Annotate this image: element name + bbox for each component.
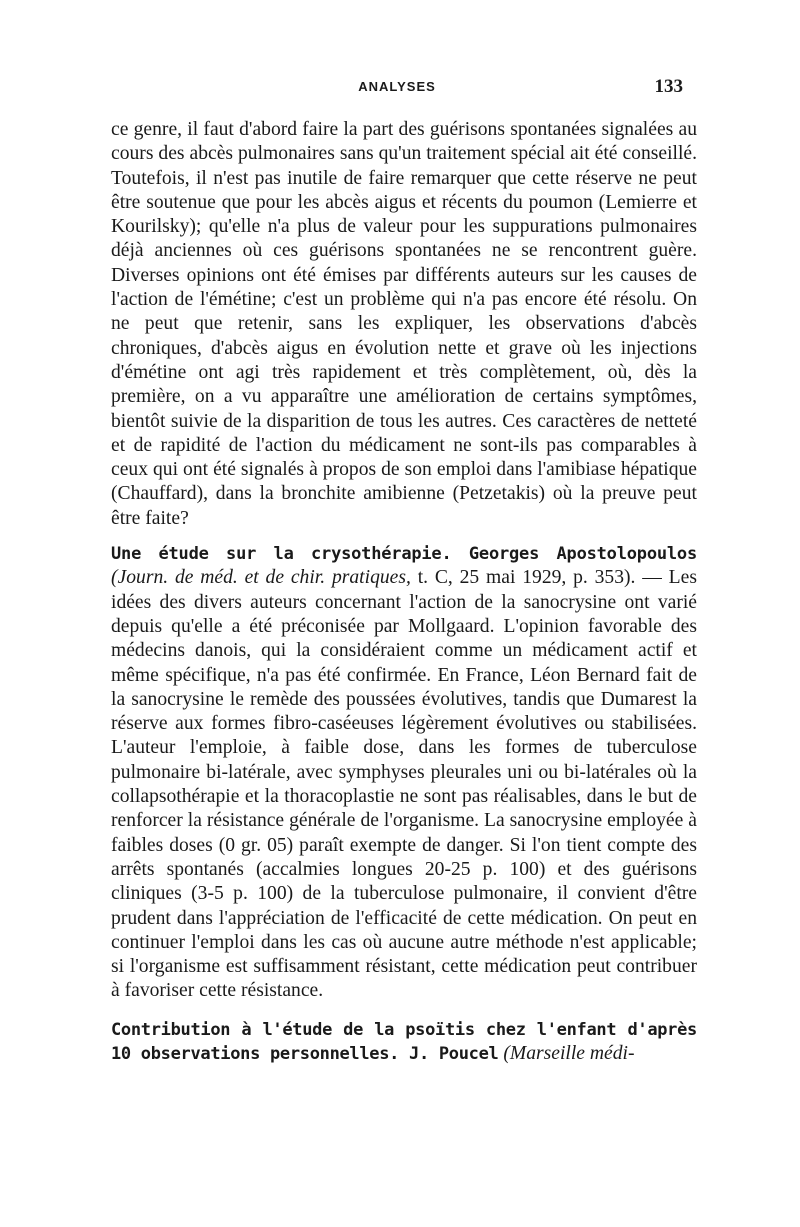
article-citation: t. C, 25 mai 1929, p. 353). (417, 567, 636, 589)
article-psoitis (111, 1018, 697, 1067)
article-source-2: (Marseille médi- (503, 1042, 635, 1064)
running-header (111, 76, 683, 100)
article-sanocrysine (111, 542, 697, 1004)
page-number: 133 (654, 76, 683, 97)
running-title: ANALYSES (358, 79, 436, 94)
article-title: Une étude sur la crysothérapie. Georges Apostolopoulos (111, 544, 697, 565)
paragraph-continuation: ce genre, il faut d'abord faire la part des guérisons spontanées signalées au cours des abcès pulmonaires sans qu'un traitement spécial ait été conseillé. Toutefois, il n'est pas inutile de faire remarquer que cette réserve ne peut être soutenue que pour les abcès aigus et récents du poumon (Lemierre et Kourilsky); qu'elle n'a plus de valeur pour les suppurations pulmonaires déjà anciennes où ces guérisons spontanées ne se rencontrent guère. Diverses opinions ont été émises par différents auteurs sur les causes de l'action de l'émétine; c'est un problème qui n'a pas encore été résolu. On ne peut que retenir, sans les expliquer, les observations d'abcès chroniques, d'abcès aigus en évolution nette et grave où les injections d'émétine ont agi très rapidement et très complètement, où, dès la première, on a vu apparaître une amélioration de certains symptômes, bientôt suivie de la disparition de tous les autres. Ces caractères de netteté et de rapidité de l'action du médicament ne sont-ils pas comparables à ceux qui ont été signalés à propos de son emploi dans l'amibiase hépatique (Chauffard), dans la bronchite amibienne (Petzetakis) où la preuve peut être faite? (111, 119, 697, 529)
article-source: (Journ. de méd. et de chir. pratiques, (111, 567, 411, 589)
text-column (111, 118, 697, 1066)
article-body: — Les idées des divers auteurs concernant l'action de la sanocrysine ont varié depuis qu'elle a été préconisée par Mollgaard. L'opinion favorable des médecins danois, qui la considéraient comme un médicament actif et même spécifique, n'a pas été confirmée. En France, Léon Bernard fait de la sanocrysine le remède des poussées évolutives, tandis que Dumarest la réserve aux formes fibro-caséeuses légèrement évolutives ou stabilisées. L'auteur l'emploie, à faible dose, dans les formes de tuberculose pulmonaire bi-latérale, avec symphyses pleurales uni ou bi-latérales où la collapsothérapie et la thoracoplastie ne sont pas réalisables, dans le but de renforcer la résistance générale de l'organisme. La sanocrysine employée à faibles doses (0 gr. 05) paraît exempte de danger. Si l'on tient compte des arrêts spontanés (accalmies longues 20-25 p. 100) et des guérisons cliniques (3-5 p. 100) de la tuberculose pulmonaire, il convient d'être prudent dans l'appréciation de l'efficacité de cette médication. On peut en continuer l'emploi dans les cas où aucune autre méthode n'est applicable; si l'organisme est suffisamment résistant, cette médication peut contribuer à favoriser cette résistance. (111, 567, 697, 1002)
article-title-2: Contribution à l'étude de la psoïtis chez l'enfant d'après 10 observations personnelles. J. Poucel (111, 1019, 697, 1064)
